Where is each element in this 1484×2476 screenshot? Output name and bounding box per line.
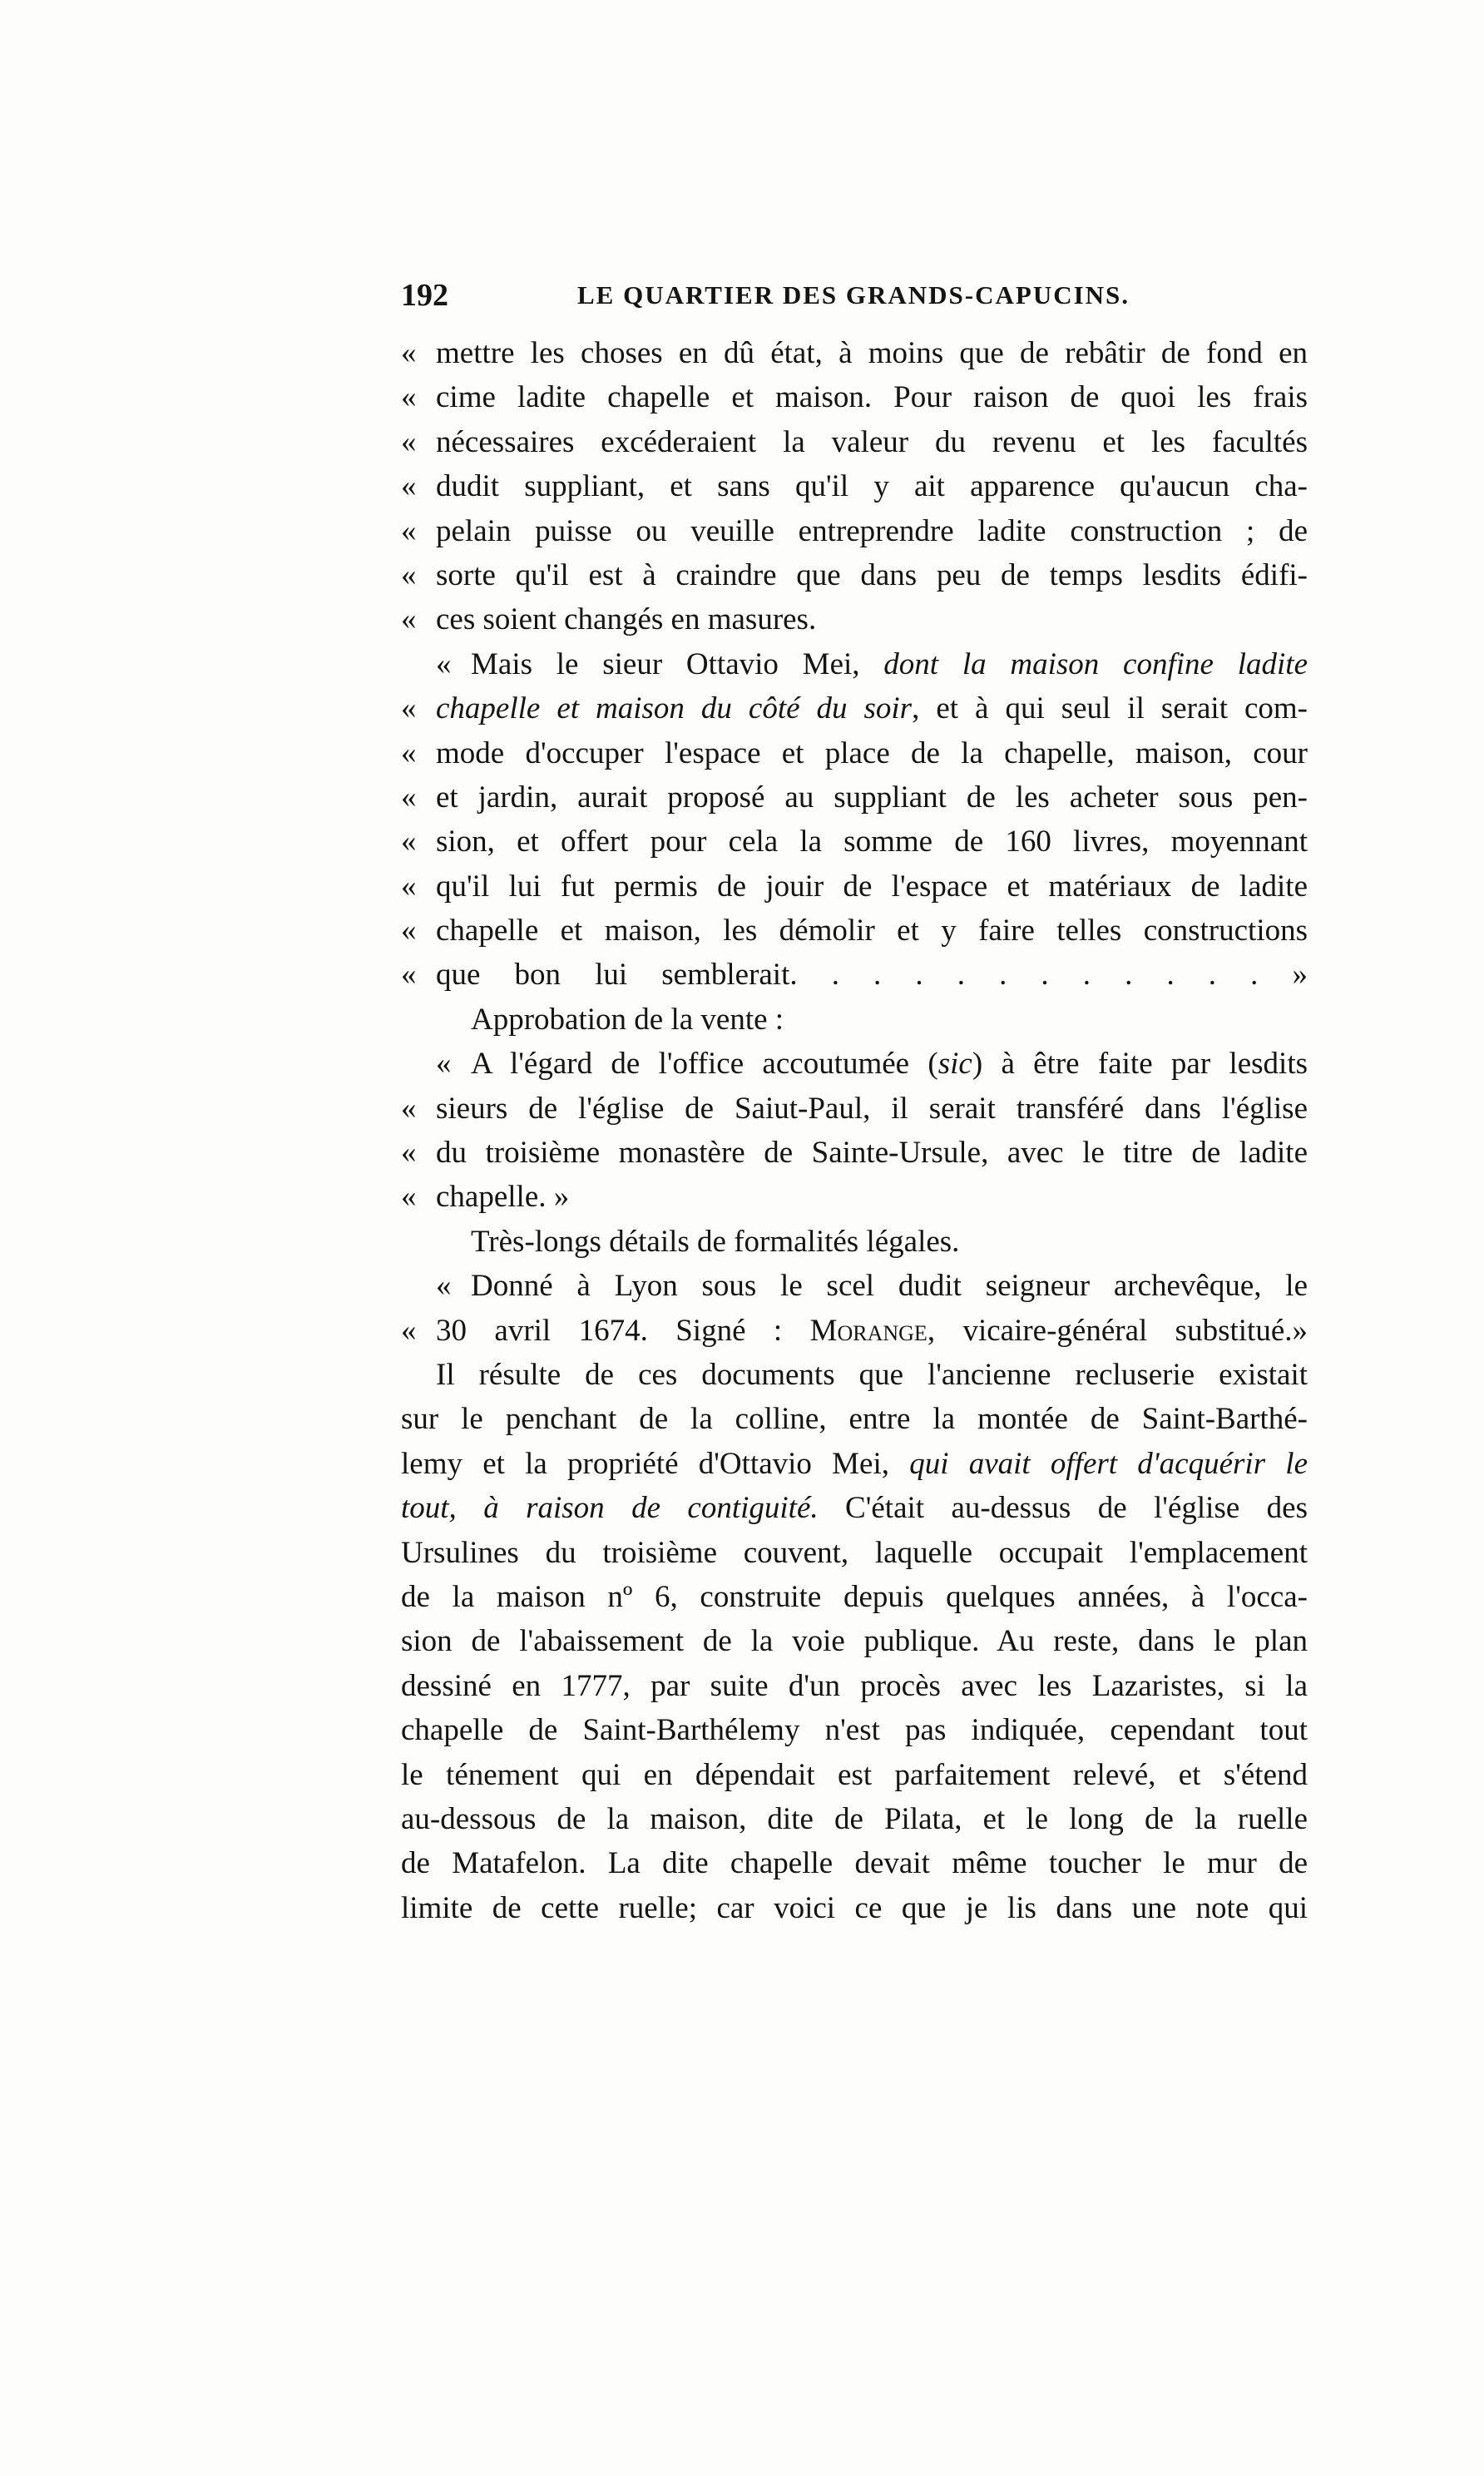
text-line: « Donné à Lyon sous le scel dudit seigneur archevêque, le xyxy=(436,1269,1308,1304)
text-line: tout, à raison de contiguité. C'était au-dessus de l'église des xyxy=(401,1491,1308,1526)
text-line: de Matafelon. La dite chapelle devait même toucher le mur de xyxy=(401,1846,1308,1881)
text-line: sur le penchant de la colline, entre la montée de Saint-Barthé- xyxy=(401,1402,1308,1437)
text-line: « chapelle et maison, les démolir et y faire telles constructions xyxy=(401,914,1308,948)
text-line: « cime ladite chapelle et maison. Pour raison de quoi les frais xyxy=(401,380,1308,415)
text-line: « du troisième monastère de Sainte-Ursule, avec le titre de ladite xyxy=(401,1136,1308,1171)
text-line: « chapelle. » xyxy=(401,1180,570,1215)
text-line: lemy et la propriété d'Ottavio Mei, qui avait offert d'acquérir le xyxy=(401,1446,1308,1481)
text-line: « que bon lui semblerait. . . . . . . . . . . . » xyxy=(401,958,1308,993)
text-line: « chapelle et maison du côté du soir, et à qui seul il serait com- xyxy=(401,691,1308,726)
text-line: « ces soient changés en masures. xyxy=(401,602,817,637)
text-line: « nécessaires excéderaient la valeur du revenu et les facultés xyxy=(401,424,1308,459)
text-line: sion de l'abaissement de la voie publique. Au reste, dans le plan xyxy=(401,1624,1308,1659)
text-line: « mode d'occuper l'espace et place de la chapelle, maison, cour xyxy=(401,735,1308,770)
text-line: « sorte qu'il est à craindre que dans peu de temps lesdits édifi- xyxy=(401,557,1308,592)
text-line: « qu'il lui fut permis de jouir de l'espace et matériaux de ladite xyxy=(401,869,1308,904)
page-number: 192 xyxy=(401,278,448,313)
text-line: « et jardin, aurait proposé au suppliant de les acheter sous pen- xyxy=(401,780,1308,815)
text-line: « A l'égard de l'office accoutumée (sic) à être faite par lesdits xyxy=(436,1047,1308,1082)
text-line: « pelain puisse ou veuille entreprendre ladite construction ; de xyxy=(401,513,1308,548)
running-title: LE QUARTIER DES GRANDS-CAPUCINS. xyxy=(577,280,1130,310)
text-line: « sion, et offert pour cela la somme de 160 livres, moyennant xyxy=(401,825,1308,859)
text-line: « sieurs de l'église de Saiut-Paul, il serait transféré dans l'église xyxy=(401,1091,1308,1126)
text-line: « dudit suppliant, et sans qu'il y ait apparence qu'aucun cha- xyxy=(401,469,1308,504)
text-line: Très-longs détails de formalités légales. xyxy=(471,1224,960,1259)
text-line: de la maison nº 6, construite depuis quelques années, à l'occa- xyxy=(401,1579,1308,1614)
text-line: chapelle de Saint-Barthélemy n'est pas indiquée, cependant tout xyxy=(401,1713,1308,1748)
text-line: « mettre les choses en dû état, à moins que de rebâtir de fond en xyxy=(401,336,1308,370)
running-header xyxy=(401,275,1308,316)
text-line: Il résulte de ces documents que l'ancienne recluserie existait xyxy=(436,1357,1308,1392)
text-line: Ursulines du troisième couvent, laquelle occupait l'emplacement xyxy=(401,1535,1308,1570)
text-line: « 30 avril 1674. Signé : Morange, vicaire-général substitué.» xyxy=(401,1313,1308,1348)
text-line: « Mais le sieur Ottavio Mei, dont la maison confine ladite xyxy=(436,646,1308,681)
text-line: Approbation de la vente : xyxy=(471,1002,784,1037)
text-line: le ténement qui en dépendait est parfaitement relevé, et s'étend xyxy=(401,1757,1308,1792)
text-line: dessiné en 1777, par suite d'un procès avec les Lazaristes, si la xyxy=(401,1668,1308,1703)
body-text xyxy=(401,331,1308,1930)
text-line: limite de cette ruelle; car voici ce que je lis dans une note qui xyxy=(401,1890,1308,1925)
text-line: au-dessous de la maison, dite de Pilata, et le long de la ruelle xyxy=(401,1801,1308,1836)
